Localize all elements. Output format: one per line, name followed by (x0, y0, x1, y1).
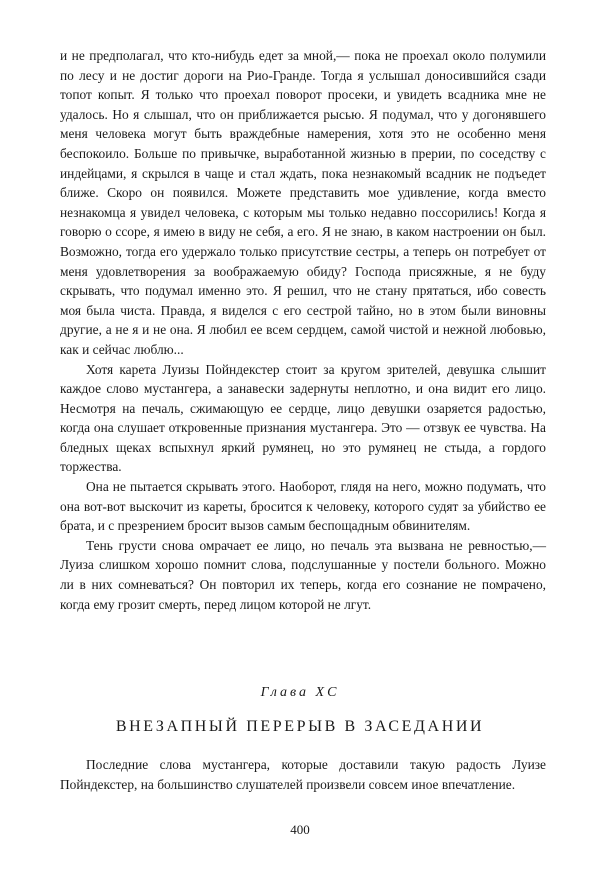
chapter-label: Глава XC (260, 685, 340, 700)
chapter-paragraph: Последние слова мустангера, которые доставили такую радость Луизе Пойндекстер, на большинство слушателей произвели совсем иное впечатление. (60, 757, 546, 792)
paragraph: Тень грусти снова омрачает ее лицо, но печаль эта вызвана не ревностью,— Луиза слишком хорошо помнит слова, подслушанные у постели больного. Можно ли в них сомневаться? Он повторил их теперь, когда его сознание не помрачено, когда ему грозит смерть, перед лицом которой не лгут. (60, 537, 546, 612)
paragraph: Хотя карета Луизы Пойндекстер стоит за кругом зрителей, девушка слышит каждое слово мустангера, а занавески задернуты неплотно, и она видит его лицо. Несмотря на печаль, сжимающую ее сердце, лицо девушки озаряется радостью, когда она слушает откровенные признания мустангера. Это — отзвук ее чувства. На бледных щеках вспыхнул яркий румянец, но это румянец не стыда, а гордого торжества. (60, 361, 546, 475)
paragraph-continued: и не предполагал, что кто-нибудь едет за мной,— пока не проехал около полумили по лесу и не достиг дороги на Рио-Гранде. Тогда я услышал доносившийся сзади топот копыт. Я только что проехал поворот просеки, и увидеть всадника мне не удалось. Но я слышал, что он приближается рысью. Я подумал, что у догонявшего меня человека могут быть враждебные намерения, хотя это не особенно меня беспокоило. Больше по привычке, выработанной жизнью в прерии, по соседству с индейцами, я скрылся в чаще и стал ждать, пока незнакомый всадник не подъедет ближе. Скоро он появился. Можете представить мое удивление, когда вместо незнакомца я увидел человека, с которым мы только недавно поссорились! Когда я говорю о ссоре, я имею в виду не себя, а его. Я не знаю, в каком настроении он был. Возможно, тогда его удержало только присутствие сестры, а теперь он потребует от меня удовлетворения за воображаемую обиду? Господа присяжные, я не буду скрывать, что подумал именно это. Я решил, что не стану прятаться, ибо совесть моя была чиста. Правда, я виделся с его сестрой тайно, но в этом были виновны другие, а не я и не она. Я любил ее всем сердцем, самой чистой и нежной любовью, как и сейчас люблю... (60, 48, 546, 357)
body-text (60, 46, 546, 614)
page-number: 400 (290, 822, 310, 837)
paragraph: Она не пытается скрывать этого. Наоборот, глядя на него, можно подумать, что она вот-вот выскочит из кареты, бросится к человеку, которого судят за убийство ее брата, и с презрением бросит вызов самым беспощадным обвинителям. (60, 479, 546, 534)
chapter-title: ВНЕЗАПНЫЙ ПЕРЕРЫВ В ЗАСЕДАНИИ (115, 718, 485, 735)
chapter-body (60, 755, 546, 794)
